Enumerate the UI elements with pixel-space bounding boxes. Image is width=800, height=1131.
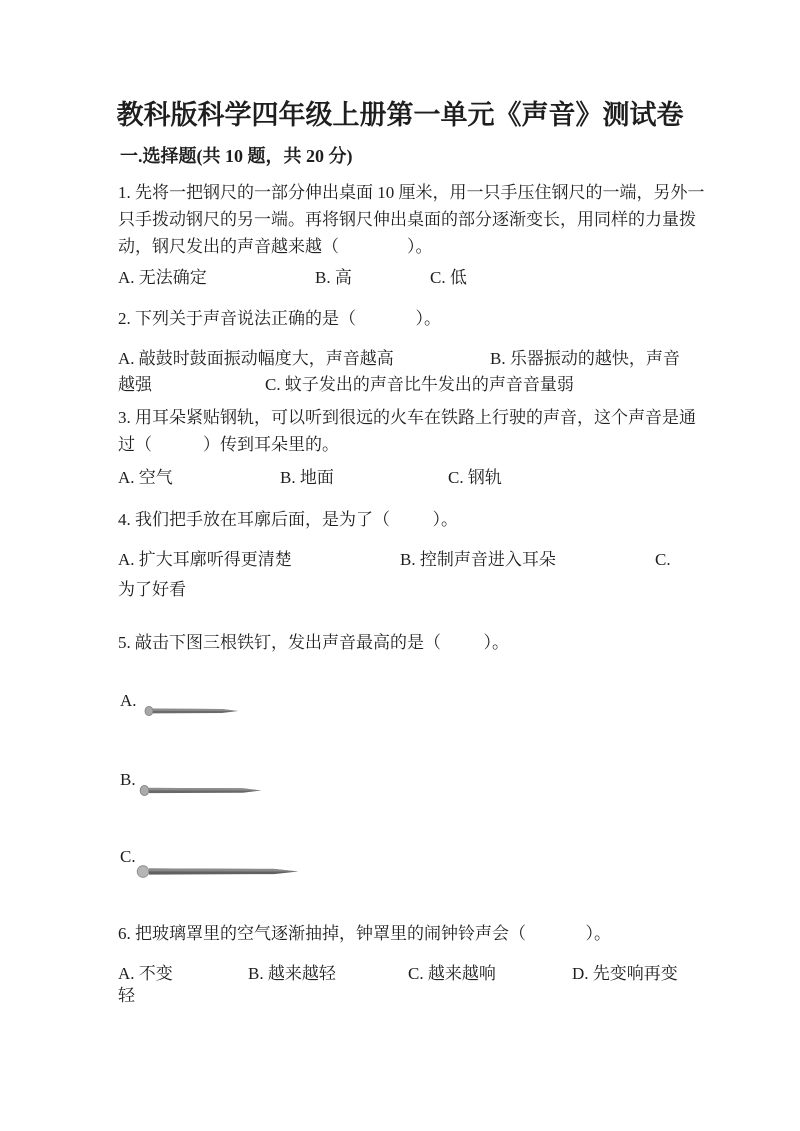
q6-option-c: C. 越来越响 (408, 964, 496, 983)
q4-option-a: A. 扩大耳廓听得更清楚 (118, 550, 292, 569)
q1-option-b: B. 高 (315, 268, 352, 287)
q4-line1: 4. 我们把手放在耳廓后面，是为了（ ）。 (118, 510, 458, 529)
q1-line3: 动，钢尺发出的声音越来越（ ）。 (118, 237, 433, 256)
section-header: 一.选择题(共 10 题，共 20 分) (120, 146, 353, 166)
q6-option-d: D. 先变响再变 (572, 964, 678, 983)
q1-option-c: C. 低 (430, 268, 467, 287)
q4-option-b: B. 控制声音进入耳朵 (400, 550, 556, 569)
long-nail-icon (136, 864, 298, 879)
q1-line2: 只手拨动钢尺的另一端。再将钢尺伸出桌面的部分逐渐变长，用同样的力量拨 (118, 210, 696, 229)
q2-option-c: C. 蚊子发出的声音比牛发出的声音音量弱 (265, 375, 574, 394)
q1-option-a: A. 无法确定 (118, 268, 207, 287)
q2-option-b-cont: 越强 (118, 375, 152, 394)
q3-line1: 3. 用耳朵紧贴钢轨，可以听到很远的火车在铁路上行驶的声音，这个声音是通 (118, 408, 696, 427)
q4-option-c: C. (655, 550, 671, 569)
q5-figure-label-a: A. (120, 691, 137, 710)
medium-nail-icon (139, 784, 261, 797)
q3-option-c: C. 钢轨 (448, 468, 502, 487)
q4-option-c-cont: 为了好看 (118, 580, 186, 599)
q3-line2: 过（ ）传到耳朵里的。 (118, 435, 339, 454)
q6-option-d-cont: 轻 (118, 986, 135, 1005)
page-title: 教科版科学四年级上册第一单元《声音》测试卷 (116, 100, 684, 130)
q2-line1: 2. 下列关于声音说法正确的是（ ）。 (118, 309, 441, 328)
q6-option-b: B. 越来越轻 (248, 964, 336, 983)
q6-option-a: A. 不变 (118, 964, 173, 983)
q5-line1: 5. 敲击下图三根铁钉，发出声音最高的是（ ）。 (118, 633, 509, 652)
short-nail-icon (144, 705, 238, 717)
q6-line1: 6. 把玻璃罩里的空气逐渐抽掉，钟罩里的闹钟铃声会（ ）。 (118, 924, 611, 943)
q5-figure-label-c: C. (120, 847, 136, 866)
q3-option-b: B. 地面 (280, 468, 334, 487)
q5-figure-label-b: B. (120, 770, 136, 789)
q3-option-a: A. 空气 (118, 468, 173, 487)
q2-option-b: B. 乐器振动的越快，声音 (490, 349, 680, 368)
q1-line1: 1. 先将一把钢尺的一部分伸出桌面 10 厘米，用一只手压住钢尺的一端，另外一 (118, 183, 705, 202)
q2-option-a: A. 敲鼓时鼓面振动幅度大，声音越高 (118, 349, 394, 368)
